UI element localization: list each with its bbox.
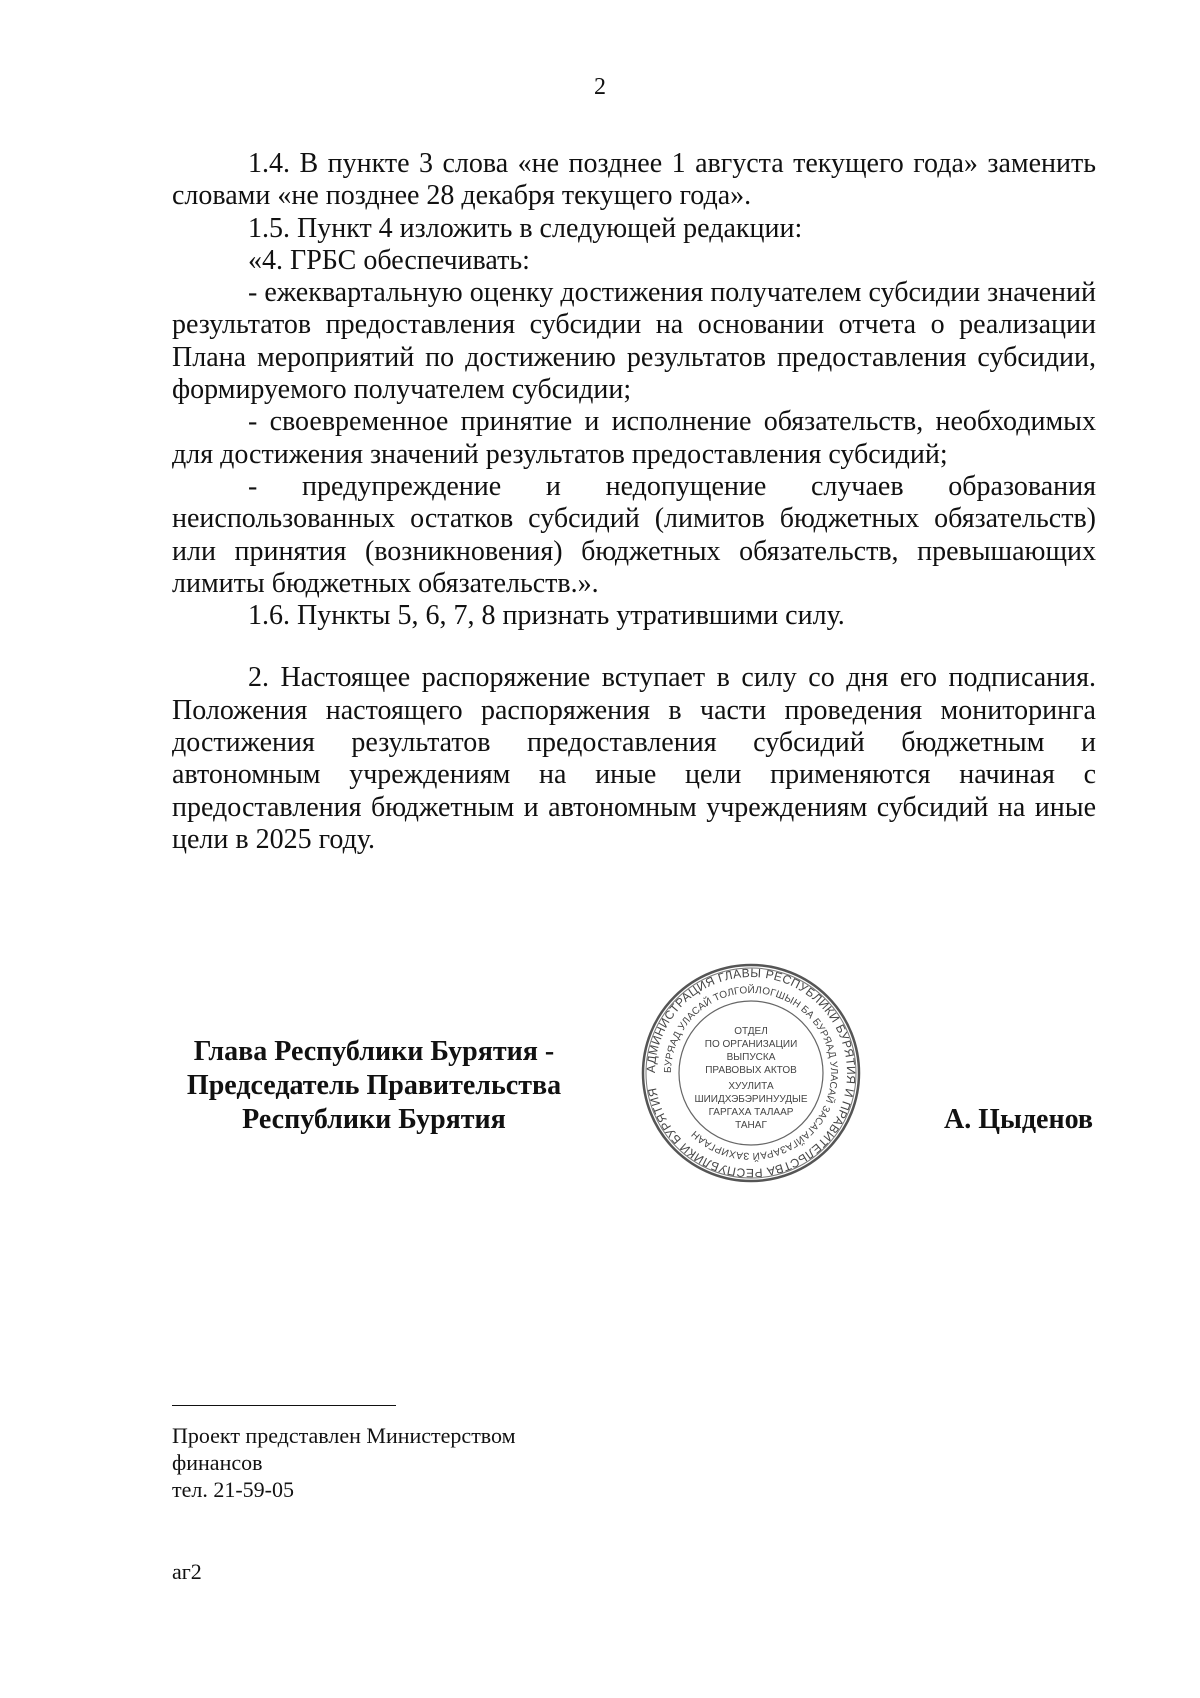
paragraph-bullet-1: - ежеквартальную оценку достижения получателем субсидии значений результатов предоставления субсидии на основании отчета о реализации Плана мероприятий по достижению результатов предоставления субсидии, формируемого получателем субсидии; — [172, 277, 1096, 406]
signatory-name: А. Цыденов — [944, 1104, 1094, 1135]
document-body — [172, 148, 1096, 856]
paragraph-1-5: 1.5. Пункт 4 изложить в следующей редакции: — [248, 212, 803, 244]
official-stamp — [640, 962, 862, 1184]
signatory-title-line: Председатель Правительства — [186, 1070, 562, 1101]
document-code: аг2 — [172, 1559, 202, 1584]
paragraph-4-heading: «4. ГРБС обеспечивать: — [248, 244, 530, 276]
footnote-line: тел. 21-59-05 — [172, 1477, 295, 1502]
stamp-inner-text: БУРЯАД УЛАСАЙ ТОЛГОЙЛОГШЫН БА БУРЯАД УЛАСАЙ ЗАСАГАЙГАЗАРАЙ ЗАХИРГААН — [662, 984, 840, 1162]
stamp-center-line: ОТДЕЛ — [734, 1026, 768, 1037]
signatory-title-line: Республики Бурятия — [242, 1104, 506, 1135]
page-number: 2 — [594, 74, 606, 100]
stamp-outer-text: АДМИНИСТРАЦИЯ ГЛАВЫ РЕСПУБЛИКИ БУРЯТИЯ И ПРАВИТЕЛЬСТВА РЕСПУБЛИКИ БУРЯТИЯ — [643, 965, 859, 1181]
paragraph-1-6: 1.6. Пункты 5, 6, 7, 8 признать утратившими силу. — [248, 600, 845, 632]
stamp-center-line: ШИИДХЭБЭРИНУУДЫЕ — [694, 1094, 808, 1105]
stamp-center-line: ТАНАГ — [735, 1120, 767, 1131]
stamp-center-line: ПО ОРГАНИЗАЦИИ — [704, 1039, 798, 1050]
footnote-divider — [172, 1405, 396, 1406]
signatory-title-line: Глава Республики Бурятия - — [193, 1036, 555, 1067]
paragraph-2: 2. Настоящее распоряжение вступает в силу со дня его подписания. Положения настоящего распоряжения в части проведения мониторинга достижения результатов предоставления субсидий бюджетным и автономным учреждениям на иные цели применяются начиная с предоставления бюджетным и автономным учреждениям субсидий на иные цели в 2025 году. — [172, 662, 1096, 855]
footnote-line: финансов — [172, 1450, 263, 1475]
footnote-line: Проект представлен Министерством — [172, 1423, 516, 1448]
paragraph-1-4: 1.4. В пункте 3 слова «не позднее 1 августа текущего года» заменить словами «не позднее 28 декабря текущего года». — [172, 148, 1096, 212]
signatory-title — [172, 1035, 576, 1137]
stamp-center-line: ГАРГАХА ТАЛААР — [708, 1107, 794, 1118]
stamp-center-line: ВЫПУСКА — [726, 1052, 776, 1063]
stamp-center-line: ПРАВОВЫХ АКТОВ — [705, 1065, 797, 1076]
stamp-center-line: ХУУЛИТА — [728, 1081, 774, 1092]
paragraph-bullet-2: - своевременное принятие и исполнение обязательств, необходимых для достижения значений результатов предоставления субсидий; — [172, 406, 1096, 470]
footnote — [172, 1422, 516, 1503]
paragraph-bullet-3: - предупреждение и недопущение случаев образования неиспользованных остатков субсидий (лимитов бюджетных обязательств) или принятия (возникновения) бюджетных обязательств, превышающих лимиты бюджетных обязательств.». — [172, 470, 1096, 599]
